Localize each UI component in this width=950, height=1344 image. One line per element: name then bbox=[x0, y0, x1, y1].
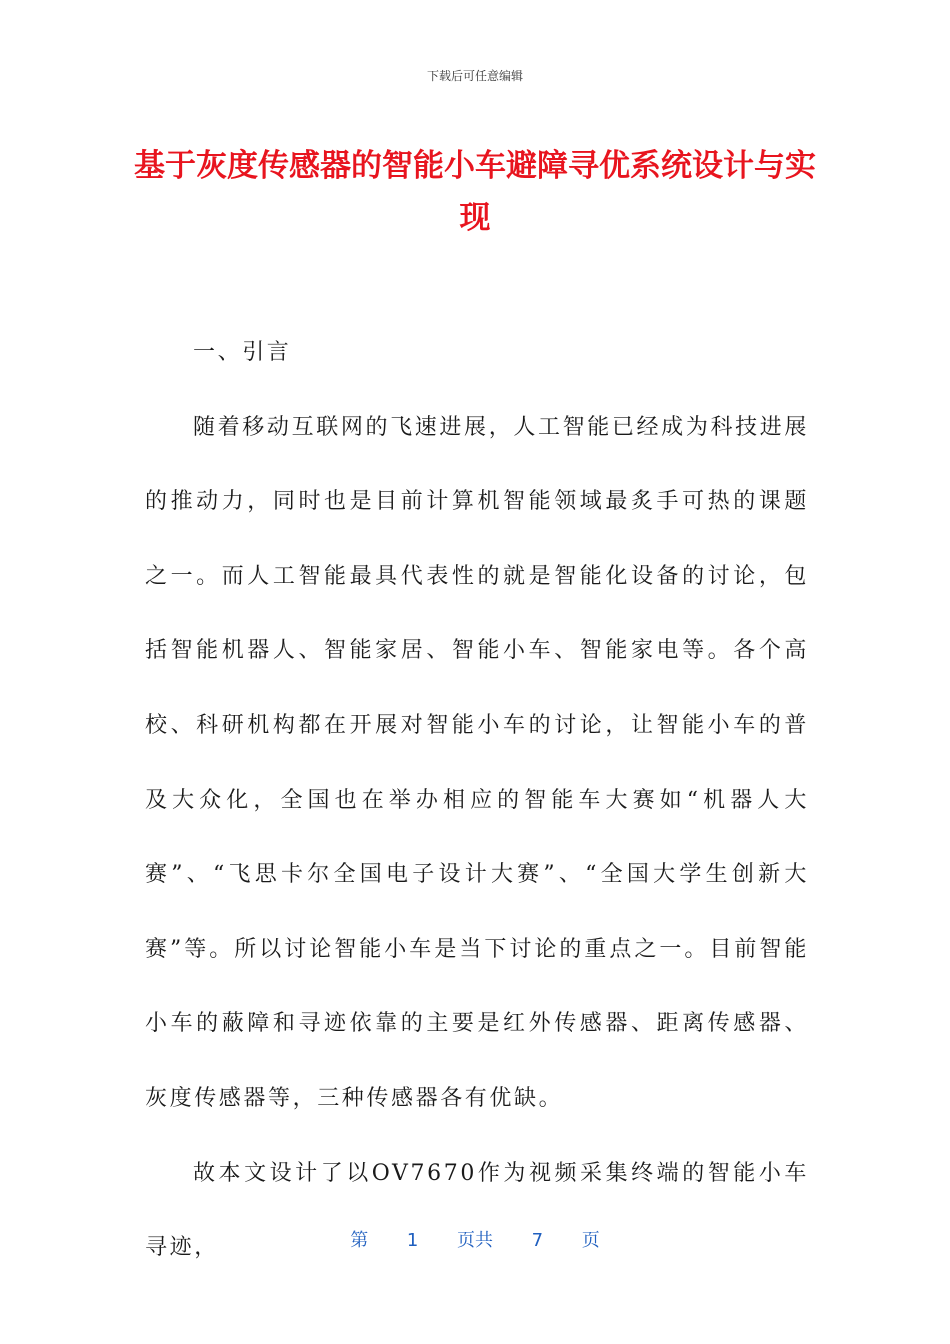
body-paragraph: 故本文设计了以OV7670作为视频采集终端的智能小车寻迹， bbox=[145, 1160, 809, 1261]
page-label-prefix: 第 bbox=[350, 1230, 369, 1251]
header-note: 下载后可任意编辑 bbox=[426, 69, 523, 83]
page-total: 7 bbox=[531, 1230, 544, 1251]
document-body bbox=[145, 316, 809, 1286]
page-footer bbox=[0, 1226, 950, 1252]
page-label-middle: 页共 bbox=[457, 1230, 493, 1251]
document-title: 基于灰度传感器的智能小车避障寻优系统设计与实现 bbox=[134, 148, 816, 236]
body-paragraph: 随着移动互联网的飞速进展，人工智能已经成为科技进展的推动力，同时也是目前计算机智能领域最炙手可热的课题之一。而人工智能最具代表性的就是智能化设备的讨论，包括智能机器人、智能家居、智能小车、智能家电等。各个高校、科研机构都在开展对智能小车的讨论，让智能小车的普及大众化，全国也在举办相应的智能车大赛如“机器人大赛”、“飞思卡尔全国电子设计大赛”、“全国大学生创新大赛”等。所以讨论智能小车是当下讨论的重点之一。目前智能小车的蔽障和寻迹依靠的主要是红外传感器、距离传感器、灰度传感器等，三种传感器各有优缺。 bbox=[145, 414, 809, 1111]
page-current: 1 bbox=[406, 1230, 419, 1251]
section-heading: 一、引言 bbox=[193, 340, 292, 365]
page-label-suffix: 页 bbox=[581, 1230, 600, 1251]
